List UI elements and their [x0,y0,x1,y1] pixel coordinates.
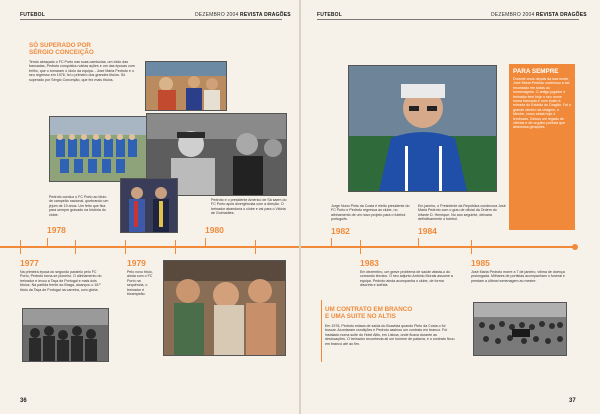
sidebar-title: PARA SEMPRE [513,68,559,75]
caption-1980: Pedroto e o presidente Américo de Sá saem do FC Porto após divergências com a direção. O treinador abandona o clube e vai para o Vitória de Guimarães. [211,198,287,216]
right-page [301,0,600,414]
left-header-issue: DEZEMBRO 2004 REVISTA DRAGÕES [195,12,291,18]
year-1983: 1983 [360,258,379,268]
caption-1979: Pelo novo título, ainda com o FC Porto na sequência, o treinador é bicampeão. [127,270,153,297]
photo-team [49,116,148,182]
tick-1980 [205,238,206,248]
photo-ceremony [120,178,178,233]
tick-b [175,240,176,254]
year-1985: 1985 [471,258,490,268]
photo-crowd [22,308,109,362]
photo-celebration [145,61,227,111]
caption-1978: Pedroto conduz o FC Porto ao título de campeão nacional, quebrando um jejum de 19 anos. Um feito que fica para sempre gravado na história do clube. [49,195,109,217]
tick-a [75,240,76,254]
contract-rule [321,300,322,362]
tick-1979 [125,240,126,254]
left-page [0,0,299,414]
contract-body: Em 1976, Pedroto estava de saída do Boavista quando Pinto da Costa o foi buscar. Acordaram condições e Pedroto assinou um contrato em branco. Foi instalado numa suite do Hotel Altis, em Lisboa, onde ficava durante as deslocações. O treinador reconhecia ali um homem de palavra, e o contrato ficou em branco até ao fim. [325,324,455,346]
tick-1985 [471,240,472,254]
tick-c [255,240,256,254]
tick-1978 [47,238,48,248]
page-number-right: 37 [569,398,576,404]
year-1978: 1978 [47,225,66,235]
photo-pedroto-portrait [348,65,497,192]
caption-1977: Na primeira época do segundo paralelo pelo FC Porto, Pedroto torna-se pioneiro. O alinhamento do treinador e levou a Taça de Portugal e mais dois títulos. Na partida frente ao Braga, alcançou o 18.º título da Taça de Portugal na carreira, com glória. [20,270,102,292]
intro-body: Tendo abraçado o FC Porto nas suas camisolas, um ídolo das bancadas, Pedroto conquistou várias ações e um das épocas com brilho, que o tornaram o ídolo da equipa... José Maria Pedroto e o seu regresso em 1976, foi o primeiro dos grandes títulos. Só superado por Sérgio Conceição, que fez mais títulos. [29,60,135,82]
timeline-right [301,246,574,248]
right-header-rule [317,19,579,20]
caption-1983: Em dezembro, um grave problema de saúde afasta-o do comando técnico. O seu adjunto António Morais assume a equipa. Pedroto ainda acompanha o clube, de forma discreta e sofrida. [360,270,453,288]
year-1979: 1979 [127,258,146,268]
year-1982: 1982 [331,226,350,236]
sidebar-para-sempre [509,64,575,230]
contract-title: UM CONTRATO EM BRANCO E UMA SUITE NO ALTIS [325,306,413,320]
intro-title: SÓ SUPERADO POR SÉRGIO CONCEIÇÃO [29,42,94,56]
page-number-left: 36 [20,398,27,404]
tick-1984 [418,238,419,248]
right-header-section: FUTEBOL [317,12,343,18]
tick-1982 [331,238,332,248]
photo-embrace [163,260,286,356]
sidebar-body: Durante anos depois da sua morte, José Maria Pedroto continuou a ser recordado em todas as homenagens. O antigo jogador e treinador tem hoje o seu nome numa bancada e num busto à entrada do Estádio do Dragão. Foi o grande obreiro da viragem, o Mestre, como ainda hoje é lembrado. Deixou um legado de vitórias e de orgulho portista que atravessa gerações. [513,77,571,130]
year-1980: 1980 [205,225,224,235]
tick-1977 [20,240,21,254]
caption-1984: Em janeiro, o Presidente da República condecora José Maria Pedroto com o grau de oficial da Ordem do Infante D. Henrique. No ano seguinte, deixaria definitivamente o futebol. [418,204,506,222]
caption-1985: José Maria Pedroto morre a 7 de janeiro, vítima de doença prolongada. Milhares de portistas acompanham o funeral e prestam a última homenagem ao mestre. [471,270,565,283]
year-1984: 1984 [418,226,437,236]
caption-1982: Jorge Nuno Pinto da Costa é eleito presidente do FC Porto e Pedroto regressa ao clube, no alinhamento de um novo projeto para o futebol português. [331,204,410,222]
timeline-end-dot [572,244,578,250]
left-header-rule [20,19,282,20]
photo-funeral [473,302,567,356]
left-header-section: FUTEBOL [20,12,46,18]
right-header-issue: DEZEMBRO 2004 REVISTA DRAGÕES [491,12,587,18]
tick-1983 [360,240,361,254]
year-1977: 1977 [20,258,39,268]
